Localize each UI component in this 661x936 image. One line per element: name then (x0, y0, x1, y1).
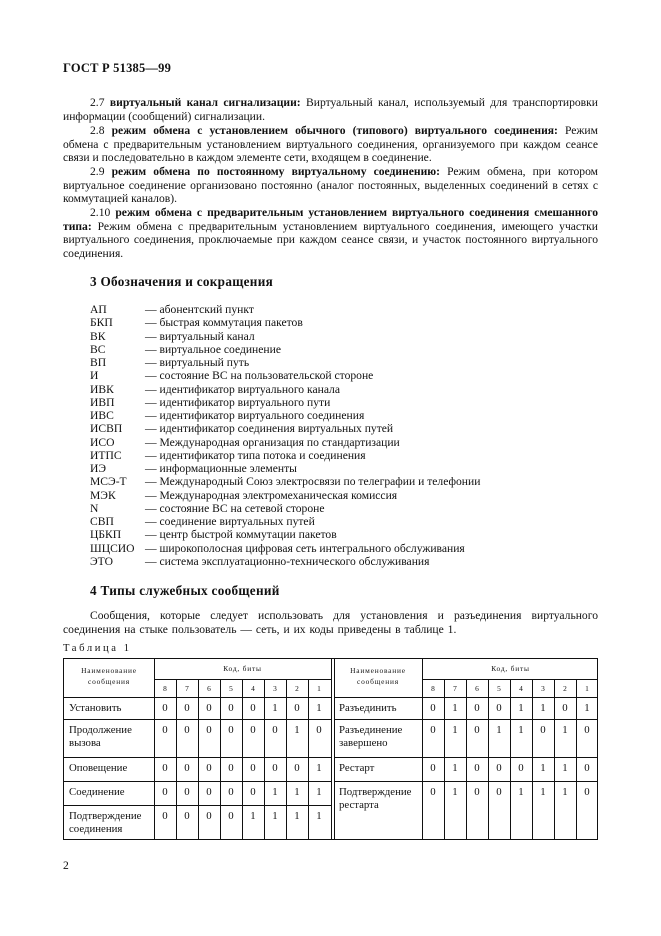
abbreviation-definition: — виртуальный канал (145, 329, 255, 343)
abbreviation-definition: — система эксплуатационно-технического обслуживания (145, 554, 430, 568)
abbreviation-definition: — соединение виртуальных путей (145, 515, 315, 528)
definition-number: 2.9 (90, 165, 105, 178)
bit-value: 1 (452, 724, 458, 736)
intro-text: Сообщения, которые следует использовать для установления и разъединения виртуального соединения на стыке пользователь — сеть, и их коды приведены в таблице 1. (63, 609, 598, 636)
abbreviation-item (90, 303, 480, 316)
abbreviation-definition: — виртуальный путь (145, 356, 250, 369)
abbreviation-term: ЦБКП (90, 528, 122, 542)
abbreviation-item (90, 356, 480, 369)
bit-number: 7 (453, 684, 457, 693)
bit-value: 0 (228, 810, 234, 822)
bit-value: 1 (518, 702, 524, 714)
definition-number: 2.8 (90, 124, 105, 137)
definition-number: 2.10 (90, 206, 111, 219)
column-header-code-bits: Код, биты (491, 664, 530, 673)
section-3-title: 3 Обозначения и сокращения (90, 274, 274, 289)
bit-value: 0 (272, 724, 278, 736)
message-name: Разъединить (339, 702, 397, 714)
bit-value: 0 (250, 702, 256, 714)
bit-value: 1 (518, 786, 524, 798)
bit-value: 0 (206, 762, 212, 774)
bit-value: 1 (272, 702, 278, 714)
abbreviation-definition: — Международный Союз электросвязи по телеграфии и телефонии (145, 475, 481, 489)
definition-term: режим обмена с установлением обычного (типового) виртуального соединения: (111, 124, 558, 137)
bit-number: 4 (519, 684, 523, 693)
abbreviation-term: ВК (90, 329, 106, 343)
definition-term: режим обмена по постоянному виртуальному соединению: (111, 165, 440, 178)
bit-value: 0 (474, 702, 480, 714)
definition-term: виртуальный канал сигнализации: (109, 96, 301, 109)
definition-2-10 (63, 206, 598, 260)
abbreviation-item (90, 528, 480, 541)
bit-value: 1 (540, 702, 546, 714)
abbreviation-term: ШЦСИО (90, 541, 135, 555)
abbreviation-definition: — центр быстрой коммутации пакетов (145, 528, 337, 542)
bit-value: 1 (562, 786, 568, 798)
bit-value: 0 (184, 810, 190, 822)
bit-value: 0 (294, 762, 300, 774)
abbreviation-item (90, 515, 480, 528)
bit-value: 0 (206, 786, 212, 798)
bit-value: 1 (316, 810, 322, 822)
abbreviation-definition: — идентификатор типа потока и соединения (145, 448, 366, 462)
column-header-message-name: Наименование сообщения (81, 666, 137, 686)
abbreviation-definition: — идентификатор соединения виртуальных путей (145, 422, 394, 436)
abbreviation-term: N (90, 501, 99, 515)
bit-value: 0 (496, 762, 502, 774)
bit-value: 0 (184, 762, 190, 774)
bit-value: 1 (584, 702, 590, 714)
abbreviation-term: ЭТО (90, 554, 113, 568)
abbreviation-item (90, 316, 480, 329)
bit-value: 1 (294, 786, 300, 798)
bit-value: 0 (184, 702, 190, 714)
bit-value: 0 (584, 724, 590, 736)
bit-value: 0 (206, 702, 212, 714)
bit-number: 7 (185, 684, 189, 693)
abbreviation-term: ВП (90, 356, 107, 369)
bit-value: 0 (518, 762, 524, 774)
bit-value: 1 (562, 724, 568, 736)
bit-number: 8 (431, 684, 435, 693)
abbreviation-definition: — быстрая коммутация пакетов (145, 316, 303, 330)
abbreviation-term: ИСВП (90, 422, 123, 436)
abbreviation-term: ВС (90, 342, 106, 356)
bit-value: 0 (162, 702, 168, 714)
abbreviation-item (90, 409, 480, 422)
bit-value: 0 (430, 702, 436, 714)
definition-number: 2.7 (90, 96, 105, 109)
bit-value: 0 (184, 724, 190, 736)
bit-value: 1 (452, 762, 458, 774)
bit-value: 1 (294, 810, 300, 822)
section-4-title: 4 Типы служебных сообщений (90, 583, 280, 598)
table-divider (331, 659, 332, 840)
abbreviation-term: ИТПС (90, 448, 122, 462)
abbreviation-item (90, 422, 480, 435)
bit-value: 0 (250, 762, 256, 774)
abbreviation-definition: — широкополосная цифровая сеть интегрального обслуживания (145, 541, 465, 555)
bit-value: 1 (496, 724, 502, 736)
bit-number: 6 (475, 684, 479, 693)
definition-2-9 (63, 165, 598, 206)
bit-value: 0 (162, 810, 168, 822)
bit-value: 0 (584, 762, 590, 774)
bit-value: 0 (562, 702, 568, 714)
bit-number: 1 (317, 684, 321, 693)
bit-value: 0 (272, 762, 278, 774)
bit-value: 0 (496, 786, 502, 798)
message-name: Разъединение завершено (339, 724, 403, 749)
column-header-code-bits: Код, биты (223, 664, 262, 673)
bit-value: 0 (206, 724, 212, 736)
abbreviation-term: ИВС (90, 409, 114, 422)
definition-text: Виртуальный канал, используемый для транспортировки информации (сообщений) сигнализации. (63, 96, 598, 123)
abbreviation-item (90, 369, 480, 382)
bit-value: 0 (294, 702, 300, 714)
abbreviation-term: ИСО (90, 435, 115, 449)
abbreviation-definition: — информационные элементы (145, 462, 297, 475)
bit-value: 1 (316, 702, 322, 714)
bit-value: 0 (474, 762, 480, 774)
bit-value: 1 (272, 810, 278, 822)
bit-number: 2 (563, 684, 567, 693)
abbreviation-item (90, 396, 480, 409)
bit-value: 0 (162, 762, 168, 774)
bit-value: 0 (228, 762, 234, 774)
abbreviation-item (90, 330, 480, 343)
message-name: Рестарт (339, 762, 375, 774)
section-4-intro (63, 609, 598, 636)
bit-value: 1 (294, 724, 300, 736)
abbreviation-item (90, 449, 480, 462)
message-name: Продолжение вызова (69, 724, 132, 749)
definition-text: Режим обмена с предварительным установлением виртуального соединения, имеющего участки виртуального соединения, проключаемые при каждом сеансе связи, и участок постоянного виртуального соединения. (63, 219, 598, 260)
bit-value: 1 (562, 762, 568, 774)
definition-term: режим обмена с предварительным установлением виртуального соединения смешанного типа: (63, 206, 598, 233)
definition-2-7 (63, 96, 598, 123)
abbreviation-term: ИВК (90, 382, 114, 396)
message-codes-table (63, 658, 598, 840)
bit-value: 1 (452, 702, 458, 714)
abbreviation-term: МСЭ-Т (90, 475, 127, 489)
bit-value: 1 (272, 786, 278, 798)
abbreviation-list (90, 303, 480, 568)
abbreviation-definition: — абонентский пункт (145, 303, 254, 316)
bit-number: 2 (295, 684, 299, 693)
abbreviation-item (90, 462, 480, 475)
bit-value: 1 (316, 786, 322, 798)
abbreviation-item (90, 383, 480, 396)
abbreviation-term: БКП (90, 316, 113, 330)
bit-value: 0 (496, 702, 502, 714)
bit-value: 1 (540, 786, 546, 798)
message-name: Оповещение (69, 762, 128, 774)
bit-value: 0 (206, 810, 212, 822)
message-name: Соединение (69, 786, 125, 798)
bit-value: 0 (430, 786, 436, 798)
abbreviation-item (90, 489, 480, 502)
bit-number: 1 (585, 684, 589, 693)
bit-number: 6 (207, 684, 211, 693)
bit-number: 3 (541, 684, 545, 693)
table-caption: Таблица 1 (63, 643, 132, 654)
abbreviation-definition: — идентификатор виртуального канала (145, 382, 340, 396)
definition-text: Режим обмена с предварительным установлением виртуального соединения, организуемого при каждом сеансе связи и последовательно в каждом элементе сети, входящем в соединение. (63, 124, 598, 165)
abbreviation-item (90, 502, 480, 515)
bit-value: 0 (430, 762, 436, 774)
bit-value: 1 (452, 786, 458, 798)
bit-value: 1 (316, 762, 322, 774)
document-header: ГОСТ Р 51385—99 (63, 61, 172, 75)
bit-number: 8 (163, 684, 167, 693)
abbreviation-definition: — идентификатор виртуального пути (145, 395, 331, 409)
column-header-message-name: Наименование сообщения (350, 666, 406, 686)
bit-value: 0 (316, 724, 322, 736)
bit-value: 0 (228, 786, 234, 798)
bit-number: 3 (273, 684, 277, 693)
page-number: 2 (63, 859, 69, 872)
definition-text: Режим обмена, при котором виртуальное соединение организовано постоянно (аналог постоянных, выделенных соединений в сетях с коммутацией каналов). (63, 165, 598, 206)
bit-value: 0 (184, 786, 190, 798)
bit-value: 0 (474, 724, 480, 736)
abbreviation-definition: — Международная организация по стандартизации (145, 435, 400, 449)
definition-2-8 (63, 124, 598, 165)
bit-value: 1 (250, 810, 256, 822)
bit-value: 0 (228, 724, 234, 736)
bit-value: 0 (250, 724, 256, 736)
bit-value: 0 (228, 702, 234, 714)
abbreviation-definition: — состояние ВС на сетевой стороне (145, 501, 325, 515)
message-name: Подтверждение рестарта (339, 786, 412, 811)
bit-value: 0 (430, 724, 436, 736)
abbreviation-definition: — идентификатор виртуального соединения (145, 409, 365, 422)
abbreviation-term: МЭК (90, 488, 116, 502)
bit-number: 5 (229, 684, 233, 693)
abbreviation-definition: — виртуальное соединение (145, 342, 281, 356)
abbreviation-definition: — Международная электромеханическая комиссия (145, 488, 398, 502)
abbreviation-item (90, 475, 480, 488)
bit-number: 5 (497, 684, 501, 693)
abbreviation-term: И (90, 369, 99, 383)
message-name: Подтверждение соединения (69, 810, 142, 835)
bit-value: 1 (540, 762, 546, 774)
bit-value: 0 (540, 724, 546, 736)
abbreviation-term: ИЭ (90, 462, 107, 475)
bit-number: 4 (251, 684, 255, 693)
bit-value: 0 (474, 786, 480, 798)
message-name: Установить (69, 702, 122, 714)
bit-value: 0 (162, 786, 168, 798)
bit-value: 0 (250, 786, 256, 798)
bit-value: 0 (584, 786, 590, 798)
abbreviation-item (90, 436, 480, 449)
abbreviation-term: СВП (90, 515, 114, 528)
abbreviation-term: ИВП (90, 395, 115, 409)
abbreviation-term: АП (90, 303, 107, 316)
abbreviation-item (90, 343, 480, 356)
bit-value: 1 (518, 724, 524, 736)
abbreviation-item (90, 542, 480, 555)
abbreviation-item (90, 555, 480, 568)
abbreviation-definition: — состояние ВС на пользовательской стороне (145, 369, 374, 383)
bit-value: 0 (162, 724, 168, 736)
